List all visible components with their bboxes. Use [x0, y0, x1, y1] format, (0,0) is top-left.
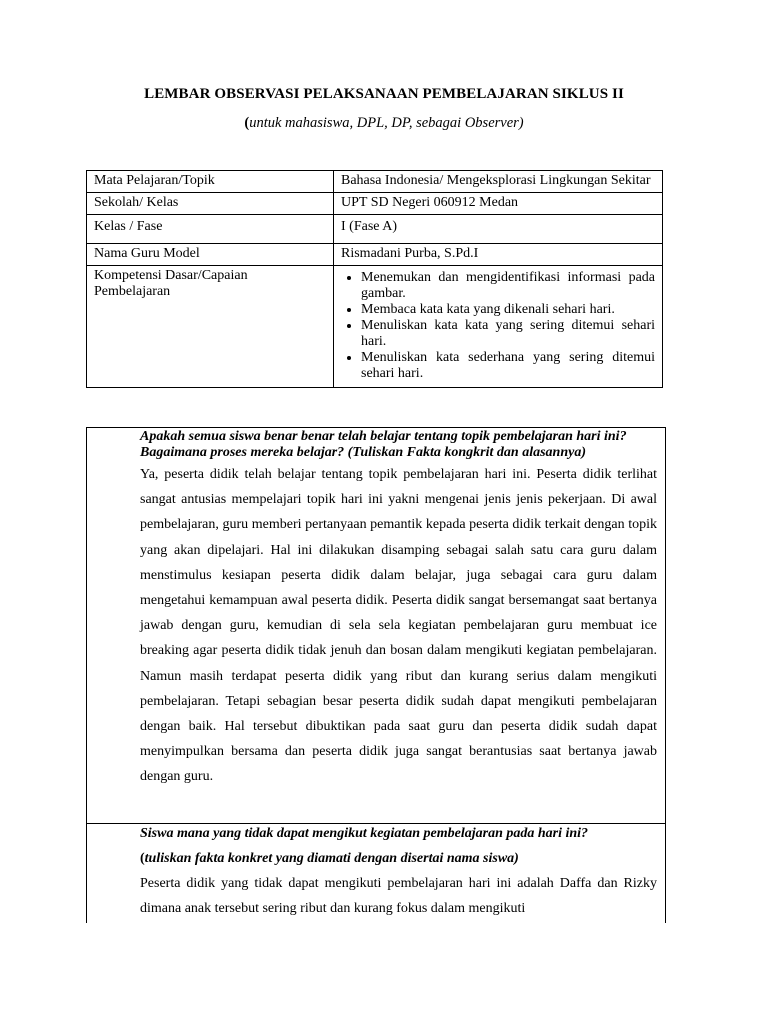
list-item: • Menuliskan kata kata yang sering ditemui sehari hari.	[361, 318, 655, 350]
school-value: UPT SD Negeri 060912 Medan	[334, 193, 663, 215]
list-item: • Menuliskan kata sederhana yang sering ditemui sehari hari.	[361, 350, 655, 382]
observation-box	[86, 427, 666, 923]
subtitle-open-paren: (	[244, 115, 250, 131]
list-item: • Menemukan dan mengidentifikasi informasi pada gambar.	[361, 270, 655, 302]
question-1	[140, 429, 657, 461]
list-item: • Membaca kata kata yang dikenali sehari hari.	[361, 302, 655, 318]
competency-value	[334, 266, 663, 388]
subtitle-text: untuk mahasiswa, DPL, DP, sebagai Observer)	[249, 115, 524, 131]
question-1-section	[140, 429, 657, 790]
competency-list	[341, 270, 655, 382]
question-2-open-paren: (	[140, 851, 145, 866]
competency-label: Kompetensi Dasar/Capaian Pembelajaran	[87, 266, 334, 388]
table-row	[87, 266, 663, 388]
page-subtitle	[0, 115, 768, 132]
school-label: Sekolah/ Kelas	[87, 193, 334, 215]
answer-2: Peserta didik yang tidak dapat mengikuti pembelajaran hari ini adalah Daffa dan Rizky dimana anak tersebut sering ribut dan kurang fokus dalam mengikuti	[140, 876, 657, 916]
class-label: Kelas / Fase	[87, 215, 334, 244]
question-1-note: (Tuliskan Fakta kongkrit dan alasannya)	[347, 445, 586, 460]
table-row	[87, 193, 663, 215]
section-divider	[87, 823, 665, 824]
teacher-value: Rismadani Purba, S.Pd.I	[334, 244, 663, 266]
class-value: I (Fase A)	[334, 215, 663, 244]
page-title: LEMBAR OBSERVASI PELAKSANAAN PEMBELAJARAN SIKLUS II	[144, 86, 624, 102]
question-1-text: Apakah semua siswa benar benar telah belajar tentang topik pembelajaran hari ini? Bagaimana proses mereka belajar?	[140, 429, 627, 460]
question-2-section	[140, 825, 657, 921]
table-row	[87, 244, 663, 266]
table-row	[87, 171, 663, 193]
info-table	[86, 170, 663, 388]
question-2-note	[140, 850, 657, 867]
question-2: Siswa mana yang tidak dapat mengikut kegiatan pembelajaran pada hari ini?	[140, 826, 589, 841]
teacher-label: Nama Guru Model	[87, 244, 334, 266]
answer-1: Ya, peserta didik telah belajar tentang topik pembelajaran hari ini. Peserta didik terlihat sangat antusias mempelajari topik hari ini yakni mengenai jenis jenis pekerjaan. Di awal pembelajaran, guru memberi pertanyaan pemantik kepada peserta didik terkait dengan topik yang akan dipelajari. Hal ini dilakukan disamping sebagai salah satu cara guru dalam menstimulus kesiapan peserta didik dalam belajar, juga sebagai cara guru dalam mengetahui kemampuan awal peserta didik. Peserta didik sangat bersemangat saat bertanya jawab dengan guru, kemudian di sela sela kegiatan pembelajaran guru membuat ice breaking agar peserta didik tidak jenuh dan bosan dalam mengikuti kegiatan pembelajaran. Namun masih terdapat peserta didik yang ribut dan kurang serius dalam mengikuti pembelajaran. Tetapi sebagian besar peserta didik sudah dapat mengikuti pembelajaran dengan baik. Hal tersebut dibuktikan pada saat guru dan peserta didik sudah dapat menyimpulkan bersama dan peserta didik juga sangat berantusias saat bertanya jawab dengan guru.	[140, 467, 657, 785]
table-row	[87, 215, 663, 244]
subject-value: Bahasa Indonesia/ Mengeksplorasi Lingkungan Sekitar	[334, 171, 663, 193]
question-2-note-text: tuliskan fakta konkret yang diamati dengan disertai nama siswa)	[144, 851, 519, 866]
subject-label: Mata Pelajaran/Topik	[87, 171, 334, 193]
